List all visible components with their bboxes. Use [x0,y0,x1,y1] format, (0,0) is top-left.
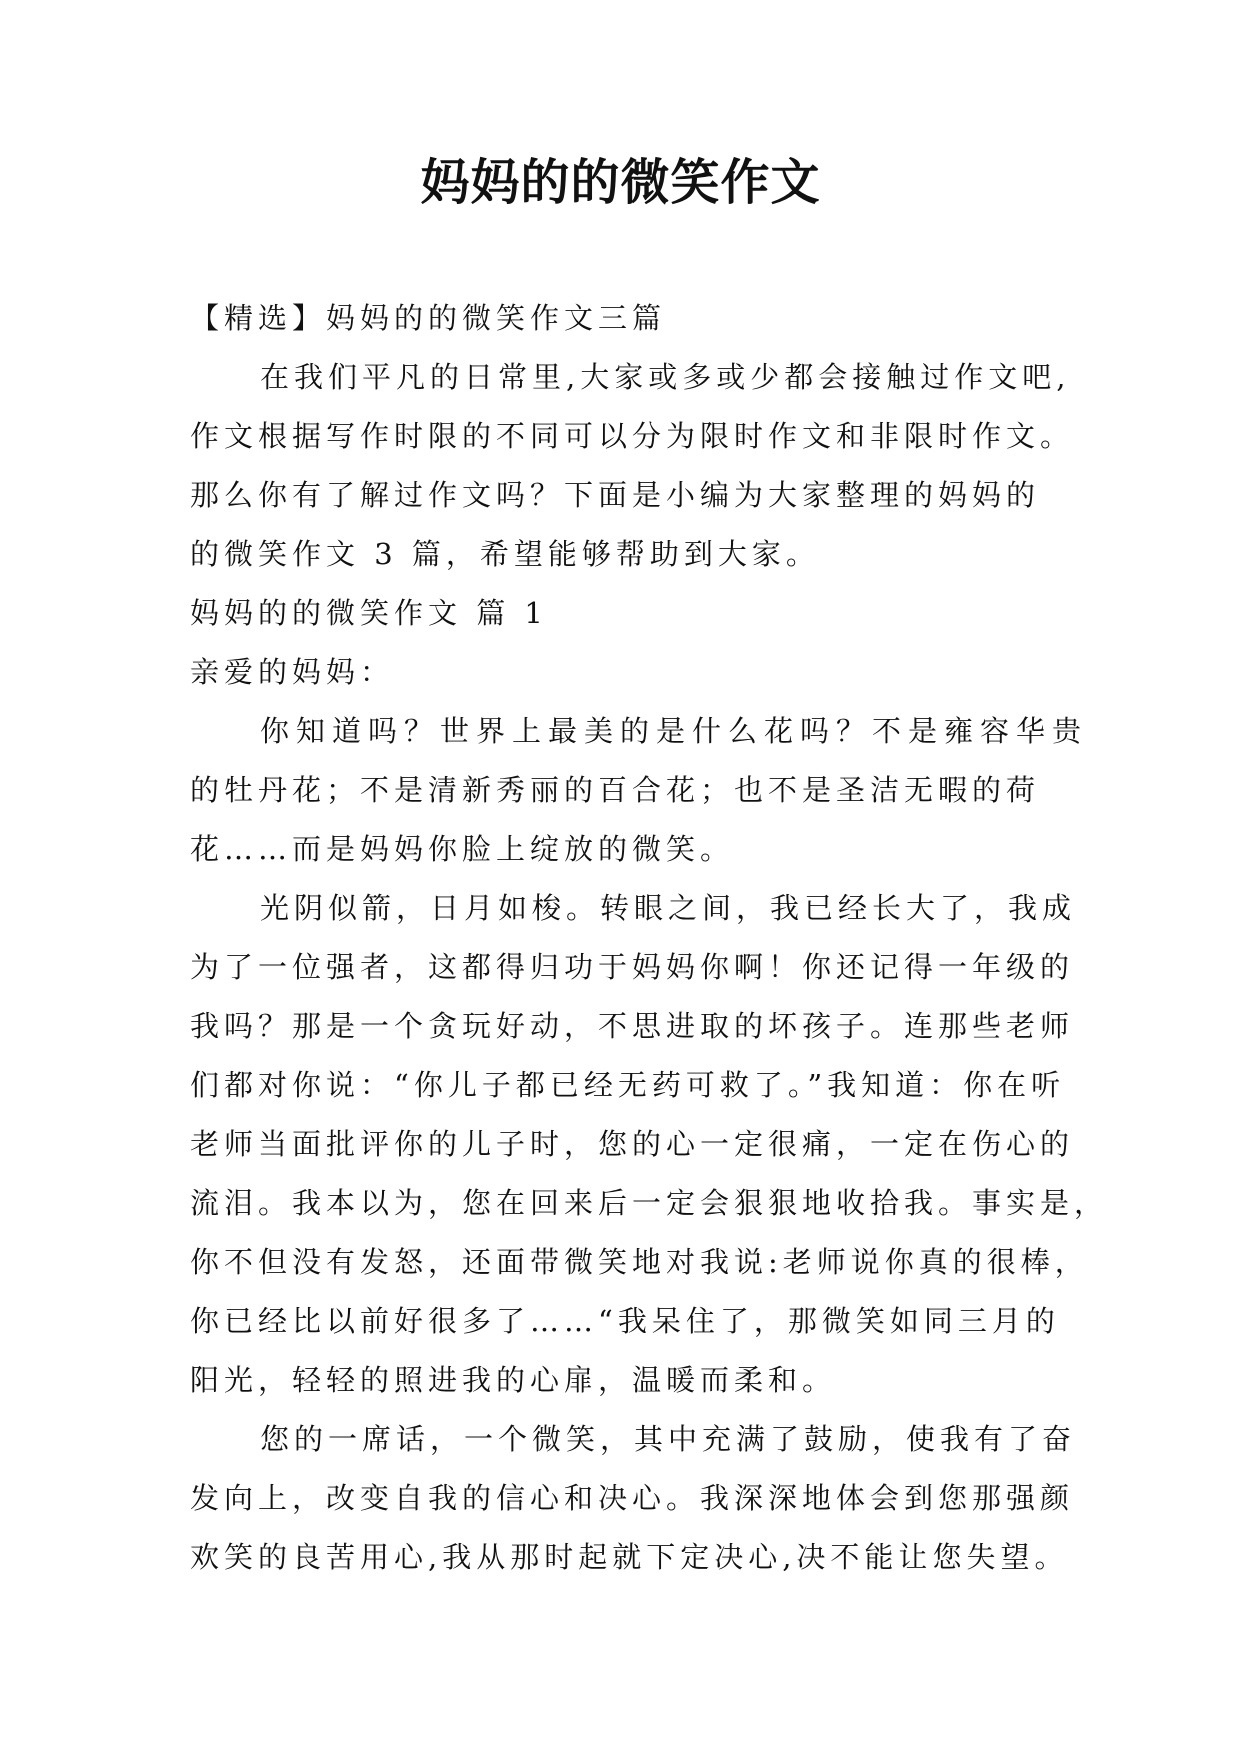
text-line: 的牡丹花；不是清新秀丽的百合花；也不是圣洁无暇的荷 [190,773,1041,807]
text-line: 老师当面批评你的儿子时，您的心一定很痛，一定在伤心的 [190,1127,1075,1161]
text-line: 发向上，改变自我的信心和决心。我深深地体会到您那强颜 [190,1481,1075,1515]
text-line: 你知道吗？世界上最美的是什么花吗？不是雍容华贵 [260,714,1089,748]
text-line: 您的一席话，一个微笑，其中充满了鼓励，使我有了奋 [260,1422,1077,1456]
text-line: 花……而是妈妈你脸上绽放的微笑。 [190,832,735,866]
salutation: 亲爱的妈妈： [190,655,395,689]
text-line: 你不但没有发怒，还面带微笑地对我说:老师说你真的很棒， [190,1245,1089,1279]
text-line: 作文根据写作时限的不同可以分为限时作文和非限时作文。 [190,419,1075,453]
text-line: 阳光，轻轻的照进我的心扉，温暖而柔和。 [190,1363,837,1397]
text-line: 我吗？那是一个贪玩好动，不思进取的坏孩子。连那些老师 [190,1009,1075,1043]
document-title: 妈妈的的微笑作文 [420,153,821,211]
text-line: 们都对你说：“你儿子都已经无药可救了。”我知道：你在听 [190,1068,1066,1102]
text-line: 欢笑的良苦用心,我从那时起就下定决心,决不能让您失望。 [190,1540,1069,1574]
text-line: 那么你有了解过作文吗？下面是小编为大家整理的妈妈的 [190,478,1041,512]
text-line: 在我们平凡的日常里,大家或多或少都会接触过作文吧, [260,360,1071,394]
text-line: 的微笑作文 3 篇，希望能够帮助到大家。 [190,537,820,571]
text-line: 光阴似箭，日月如梭。转眼之间，我已经长大了，我成 [260,891,1077,925]
section-heading: 妈妈的的微笑作文 篇 1 [190,596,548,630]
text-line: 【精选】妈妈的的微笑作文三篇 [190,301,667,335]
document-body [190,289,1109,1587]
text-line: 你已经比以前好很多了……“我呆住了，那微笑如同三月的 [190,1304,1060,1338]
text-line: 为了一位强者，这都得归功于妈妈你啊！你还记得一年级的 [190,950,1075,984]
text-line: 流泪。我本以为，您在回来后一定会狠狠地收拾我。事实是， [190,1186,1109,1220]
